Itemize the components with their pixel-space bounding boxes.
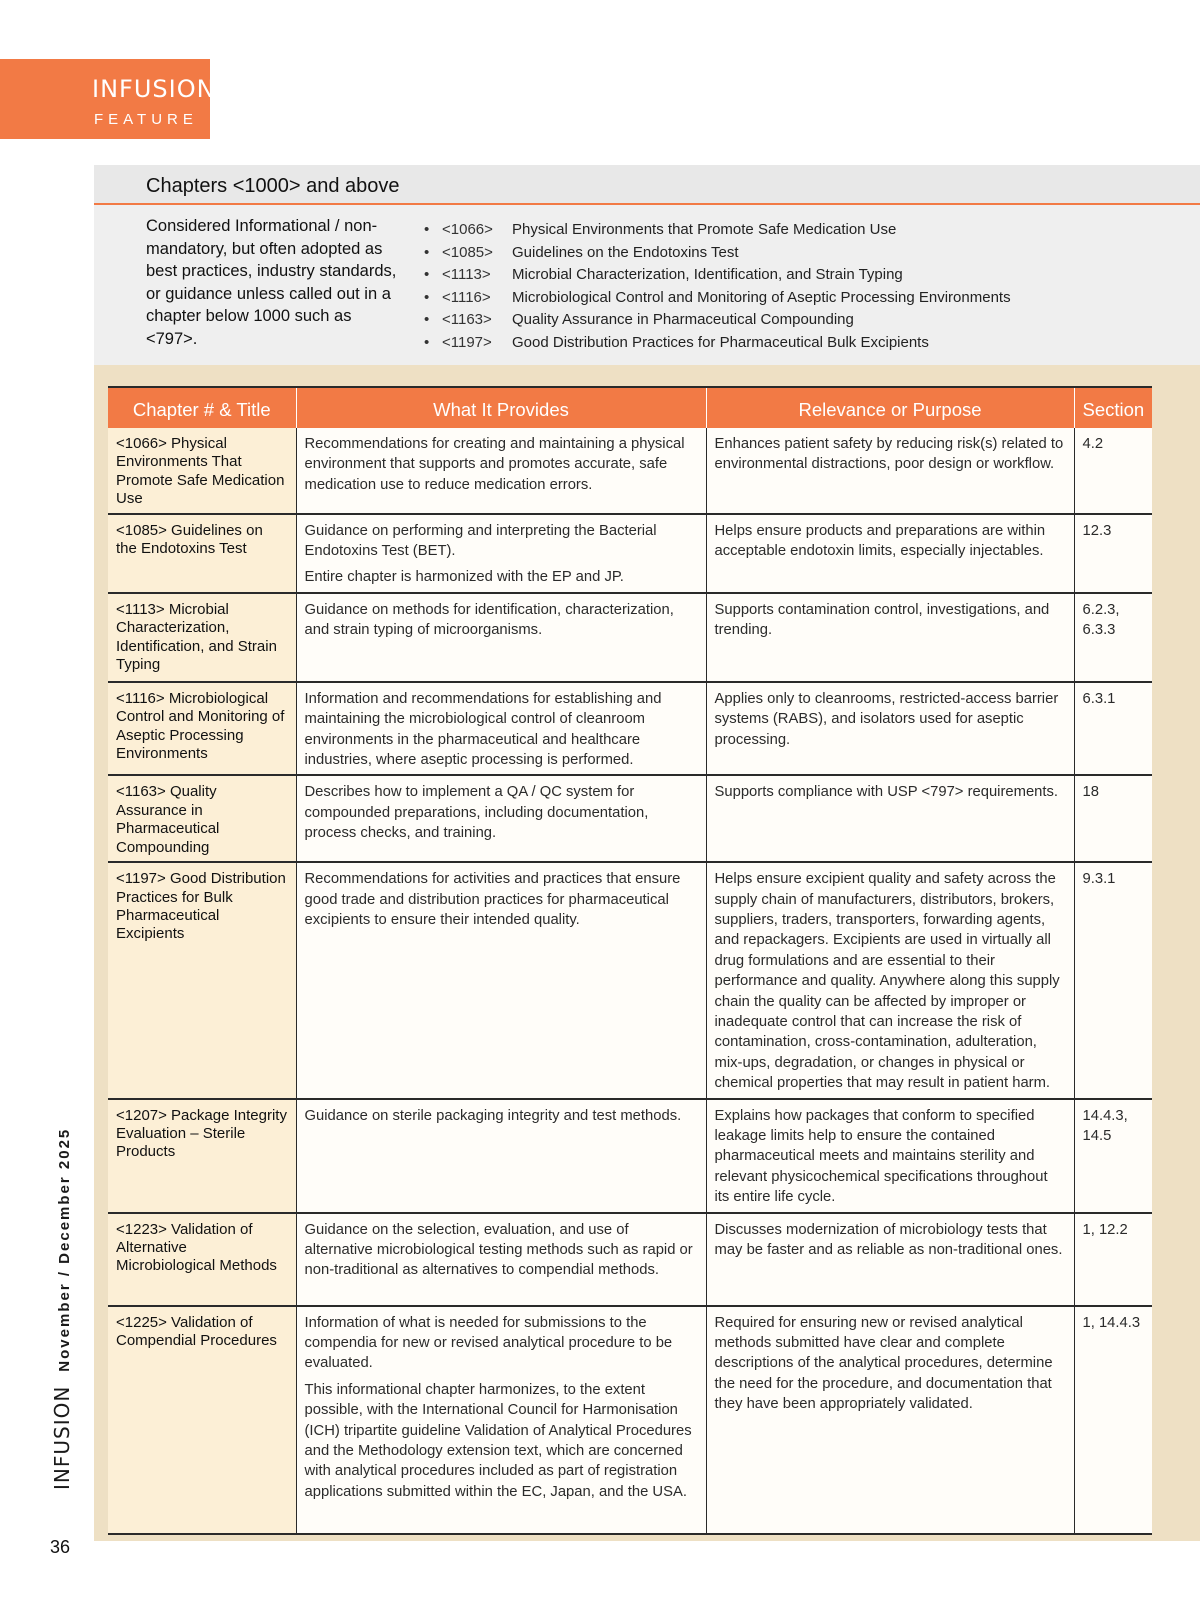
cell-chapter-title: <1225> Validation of Compendial Procedures xyxy=(108,1306,296,1534)
chapters-summary-header xyxy=(94,165,1200,205)
provides-paragraph: This informational chapter harmonizes, to the extent possible, with the International Council for Harmonisation (ICH) tripartite guideline Validation of Analytical Procedures and the Methodology extension text, which are concerned with analytical procedures included as part of registration applications submitted within the EC, Japan, and the USA. xyxy=(304,1381,692,1500)
bullet-icon: • xyxy=(424,333,430,351)
table-row xyxy=(108,1306,1152,1534)
list-item xyxy=(424,264,1011,287)
chapter-code: <1085> xyxy=(442,243,493,261)
cell-relevance: Supports compliance with USP <797> requirements. xyxy=(706,775,1074,862)
list-item xyxy=(424,309,1011,332)
cell-provides xyxy=(296,514,706,593)
chapters-summary-description: Considered Informational / non-mandatory, but often adopted as best practices, industry standards, or guidance unless called out in a chapter below 1000 such as <797>. xyxy=(146,217,397,348)
provides-paragraph: Describes how to implement a QA / QC system for compounded preparations, including documentation, process checks, and training. xyxy=(304,784,649,842)
table-row xyxy=(108,862,1152,1098)
cell-section: 6.3.1 xyxy=(1074,682,1152,776)
chapter-code: <1116> xyxy=(442,288,491,306)
chapter-code: <1163> xyxy=(442,311,492,329)
cell-provides xyxy=(296,775,706,862)
page-number: 36 xyxy=(50,1537,71,1557)
cell-chapter-title: <1197> Good Distribution Practices for Bulk Pharmaceutical Excipients xyxy=(108,862,296,1098)
cell-chapter-title: <1223> Validation of Alternative Microbiological Methods xyxy=(108,1213,296,1306)
cell-section: 1, 12.2 xyxy=(1074,1213,1152,1306)
masthead-section: FEATURE xyxy=(94,111,198,128)
provides-paragraph: Guidance on the selection, evaluation, and use of alternative microbiological testing methods such as rapid or non-traditional as alternatives to compendial methods. xyxy=(304,1221,693,1279)
list-item xyxy=(424,287,1011,310)
masthead-badge xyxy=(0,59,216,139)
cell-chapter-title: <1163> Quality Assurance in Pharmaceutical Compounding xyxy=(108,775,296,862)
cell-provides xyxy=(296,862,706,1098)
cell-section: 18 xyxy=(1074,775,1152,862)
table-row xyxy=(108,514,1152,593)
cell-provides xyxy=(296,428,706,514)
provides-paragraph: Recommendations for creating and maintaining a physical environment that supports and promotes accurate, safe medication use to reduce medication errors. xyxy=(304,436,685,493)
list-item xyxy=(424,242,1011,265)
chapter-title: Physical Environments that Promote Safe Medication Use xyxy=(512,221,897,238)
provides-paragraph: Guidance on sterile packaging integrity and test methods. xyxy=(304,1107,682,1124)
table-row xyxy=(108,428,1152,514)
cell-relevance: Discusses modernization of microbiology tests that may be faster and as reliable as non-traditional ones. xyxy=(706,1213,1074,1306)
chapters-summary-box xyxy=(94,165,1200,365)
provides-paragraph: Recommendations for activities and practices that ensure good trade and distribution practices for pharmaceutical excipients to ensure their intended quality. xyxy=(304,871,681,928)
cell-provides xyxy=(296,1213,706,1306)
cell-section: 14.4.3, 14.5 xyxy=(1074,1099,1152,1213)
issue-sidebar xyxy=(50,1128,74,1490)
cell-relevance: Applies only to cleanrooms, restricted-access barrier systems (RABS), and isolators used for aseptic processing. xyxy=(706,682,1074,776)
bullet-icon: • xyxy=(424,266,430,284)
cell-relevance: Explains how packages that conform to specified leakage limits help to ensure the contained pharmaceutical meets and maintains sterility and relevant physicochemical specifications throughout its entire life cycle. xyxy=(706,1099,1074,1213)
bullet-icon: • xyxy=(424,243,430,261)
chapter-title: Guidelines on the Endotoxins Test xyxy=(512,243,739,261)
cell-chapter-title: <1085> Guidelines on the Endotoxins Test xyxy=(108,514,296,593)
column-header-section: Section xyxy=(1074,388,1152,428)
cell-section: 4.2 xyxy=(1074,428,1152,514)
column-header-relevance: Relevance or Purpose xyxy=(706,388,1074,428)
cell-section: 6.2.3, 6.3.3 xyxy=(1074,593,1152,682)
column-header-chapter: Chapter # & Title xyxy=(108,388,296,428)
cell-provides xyxy=(296,1099,706,1213)
chapter-title: Microbiological Control and Monitoring of Aseptic Processing Environments xyxy=(512,288,1011,306)
cell-chapter-title: <1207> Package Integrity Evaluation – Sterile Products xyxy=(108,1099,296,1213)
cell-chapter-title: <1116> Microbiological Control and Monitoring of Aseptic Processing Environments xyxy=(108,682,296,776)
list-item xyxy=(424,332,1011,355)
bullet-icon: • xyxy=(424,311,430,329)
list-item xyxy=(424,219,1011,242)
provides-paragraph: Guidance on performing and interpreting the Bacterial Endotoxins Test (BET). xyxy=(304,522,657,560)
table-row xyxy=(108,1213,1152,1306)
cell-provides xyxy=(296,593,706,682)
chapters-table xyxy=(108,388,1152,1535)
column-header-provides: What It Provides xyxy=(296,388,706,428)
chapters-summary-heading: Chapters <1000> and above xyxy=(146,175,400,197)
issue-date: November / December 2025 xyxy=(56,1127,73,1372)
cell-provides xyxy=(296,682,706,776)
provides-paragraph: Guidance on methods for identification, characterization, and strain typing of microorganisms. xyxy=(304,601,674,639)
footer-logo: INFUSION xyxy=(50,1385,74,1490)
cell-relevance: Enhances patient safety by reducing risk(s) related to environmental distractions, poor design or workflow. xyxy=(706,428,1074,514)
masthead-brand: INFUSION xyxy=(92,75,216,103)
cell-section: 1, 14.4.3 xyxy=(1074,1306,1152,1534)
table-row xyxy=(108,775,1152,862)
table-row xyxy=(108,593,1152,682)
provides-paragraph: Information and recommendations for establishing and maintaining the microbiological control of cleanroom environments in the pharmaceutical and healthcare industries, where aseptic processing is performed. xyxy=(304,690,662,769)
bullet-icon: • xyxy=(424,221,430,238)
cell-section: 12.3 xyxy=(1074,514,1152,593)
chapter-title: Quality Assurance in Pharmaceutical Compounding xyxy=(512,311,854,329)
provides-paragraph: Entire chapter is harmonized with the EP and JP. xyxy=(304,569,624,586)
chapter-code: <1113> xyxy=(442,266,491,284)
table-row xyxy=(108,1099,1152,1213)
table-row xyxy=(108,682,1152,776)
chapter-title: Good Distribution Practices for Pharmaceutical Bulk Excipients xyxy=(512,333,929,351)
cell-relevance: Required for ensuring new or revised analytical methods submitted have clear and complete descriptions of the analytical procedures, determine the need for the procedure, and documentation that they have been appropriately validated. xyxy=(706,1306,1074,1534)
provides-paragraph: Information of what is needed for submissions to the compendia for new or revised analytical procedure to be evaluated. xyxy=(304,1314,673,1372)
cell-section: 9.3.1 xyxy=(1074,862,1152,1098)
chapter-code: <1066> xyxy=(442,221,493,238)
chapter-code: <1197> xyxy=(442,333,492,351)
cell-relevance: Helps ensure products and preparations are within acceptable endotoxin limits, especially injectables. xyxy=(706,514,1074,593)
cell-chapter-title: <1066> Physical Environments That Promote Safe Medication Use xyxy=(108,428,296,514)
chapters-summary-list xyxy=(424,219,1011,355)
bullet-icon: • xyxy=(424,288,430,306)
cell-relevance: Helps ensure excipient quality and safety across the supply chain of manufacturers, distributors, brokers, suppliers, traders, transporters, forwarding agents, and repackagers. Excipients are used in virtually all drug formulations and are essential to their performance and quality. Anywhere along this supply chain the quality can be affected by improper or inadequate control that can increase the risk of contamination, cross-contamination, adulteration, mix-ups, degradation, or changes in physical or chemical properties that may result in patient harm. xyxy=(706,862,1074,1098)
cell-relevance: Supports contamination control, investigations, and trending. xyxy=(706,593,1074,682)
cell-provides xyxy=(296,1306,706,1534)
cell-chapter-title: <1113> Microbial Characterization, Identification, and Strain Typing xyxy=(108,593,296,682)
chapter-title: Microbial Characterization, Identification, and Strain Typing xyxy=(512,266,903,284)
table-header-row xyxy=(108,388,1152,428)
